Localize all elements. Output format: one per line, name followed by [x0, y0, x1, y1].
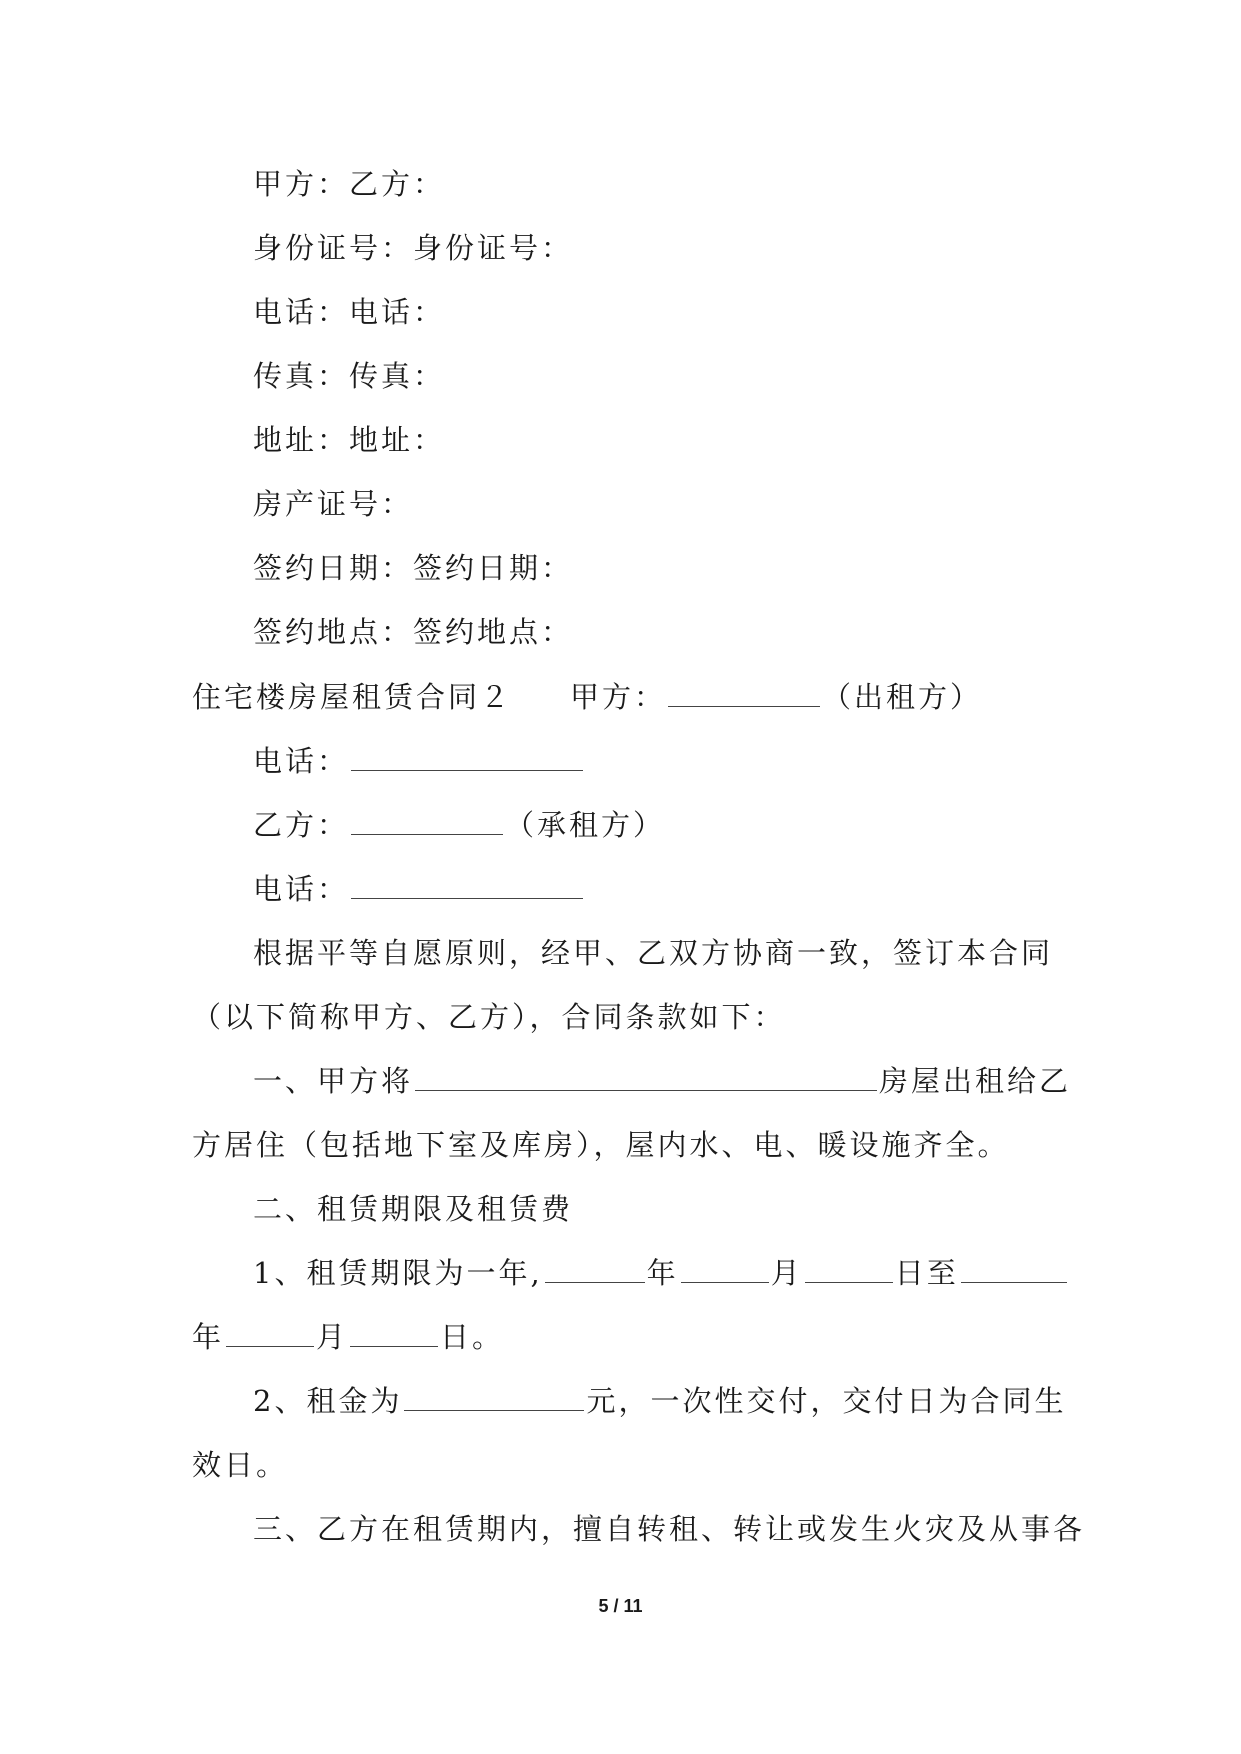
term-prefix: 1、租赁期限为一年, — [253, 1256, 543, 1290]
clause-3: 三、乙方在租赁期内，擅自转租、转让或发生火灾及从事各 — [253, 1512, 1086, 1546]
day-to-label: 日至 — [894, 1256, 959, 1290]
header-field-address: 地址：地址： — [253, 423, 446, 457]
month-label: 月 — [316, 1320, 349, 1354]
phone-label: 电话： — [253, 744, 350, 778]
party-a-blank — [668, 682, 820, 707]
property-address-blank — [415, 1066, 877, 1091]
rent-suffix: 元，一次性交付，交付日为合同生 — [586, 1384, 1067, 1418]
end-day-blank — [350, 1322, 438, 1347]
end-month-blank — [226, 1322, 314, 1347]
term-line — [253, 1253, 1069, 1293]
header-field-parties: 甲方：乙方： — [253, 167, 446, 201]
day-end-label: 日。 — [440, 1320, 505, 1354]
intro-paragraph: 根据平等自愿原则，经甲、乙双方协商一致，签订本合同 — [253, 936, 1054, 970]
header-field-sign-place: 签约地点：签约地点： — [253, 615, 574, 649]
rent-line — [253, 1381, 1066, 1421]
party-a-role: （出租方） — [822, 680, 983, 714]
contract2-title-line — [192, 677, 982, 717]
year-label: 年 — [192, 1320, 225, 1354]
contract2-title: 住宅楼房屋租赁合同２ — [192, 680, 513, 714]
clause-1 — [253, 1061, 1071, 1101]
end-year-blank — [961, 1258, 1067, 1283]
header-field-fax: 传真：传真： — [253, 359, 446, 393]
rent-line-cont: 效日。 — [192, 1448, 289, 1482]
header-field-phone: 电话：电话： — [253, 295, 446, 329]
header-field-property-cert: 房产证号： — [253, 487, 414, 521]
party-a-phone-blank — [351, 746, 583, 771]
intro-paragraph-cont: （以下简称甲方、乙方），合同条款如下： — [192, 1000, 786, 1034]
clause-2-title: 二、租赁期限及租赁费 — [253, 1192, 574, 1226]
month-label: 月 — [770, 1256, 803, 1290]
party-b-phone-blank — [351, 874, 583, 899]
party-b-blank — [351, 810, 503, 835]
header-field-sign-date: 签约日期：签约日期： — [253, 551, 574, 585]
party-b-role: （承租方） — [505, 808, 666, 842]
page-number: 5 / 11 — [598, 1596, 643, 1616]
header-field-id-number: 身份证号：身份证号： — [253, 231, 574, 265]
party-b-phone-line — [253, 869, 585, 909]
party-a-phone-line — [253, 741, 585, 781]
term-line-cont — [192, 1317, 504, 1357]
clause-1-prefix: 一、甲方将 — [253, 1064, 414, 1098]
start-month-blank — [681, 1258, 769, 1283]
year-label: 年 — [646, 1256, 679, 1290]
start-day-blank — [805, 1258, 893, 1283]
clause-1-cont: 方居住（包括地下室及库房），屋内水、电、暖设施齐全。 — [192, 1128, 1010, 1162]
start-year-blank — [545, 1258, 645, 1283]
party-a-label: 甲方： — [570, 680, 667, 714]
rent-prefix: 2、租金为 — [253, 1384, 403, 1418]
phone-label: 电话： — [253, 872, 350, 906]
rent-amount-blank — [404, 1386, 584, 1411]
party-b-label: 乙方： — [253, 808, 350, 842]
clause-1-suffix: 房屋出租给乙 — [879, 1064, 1072, 1098]
party-b-line — [253, 805, 665, 845]
